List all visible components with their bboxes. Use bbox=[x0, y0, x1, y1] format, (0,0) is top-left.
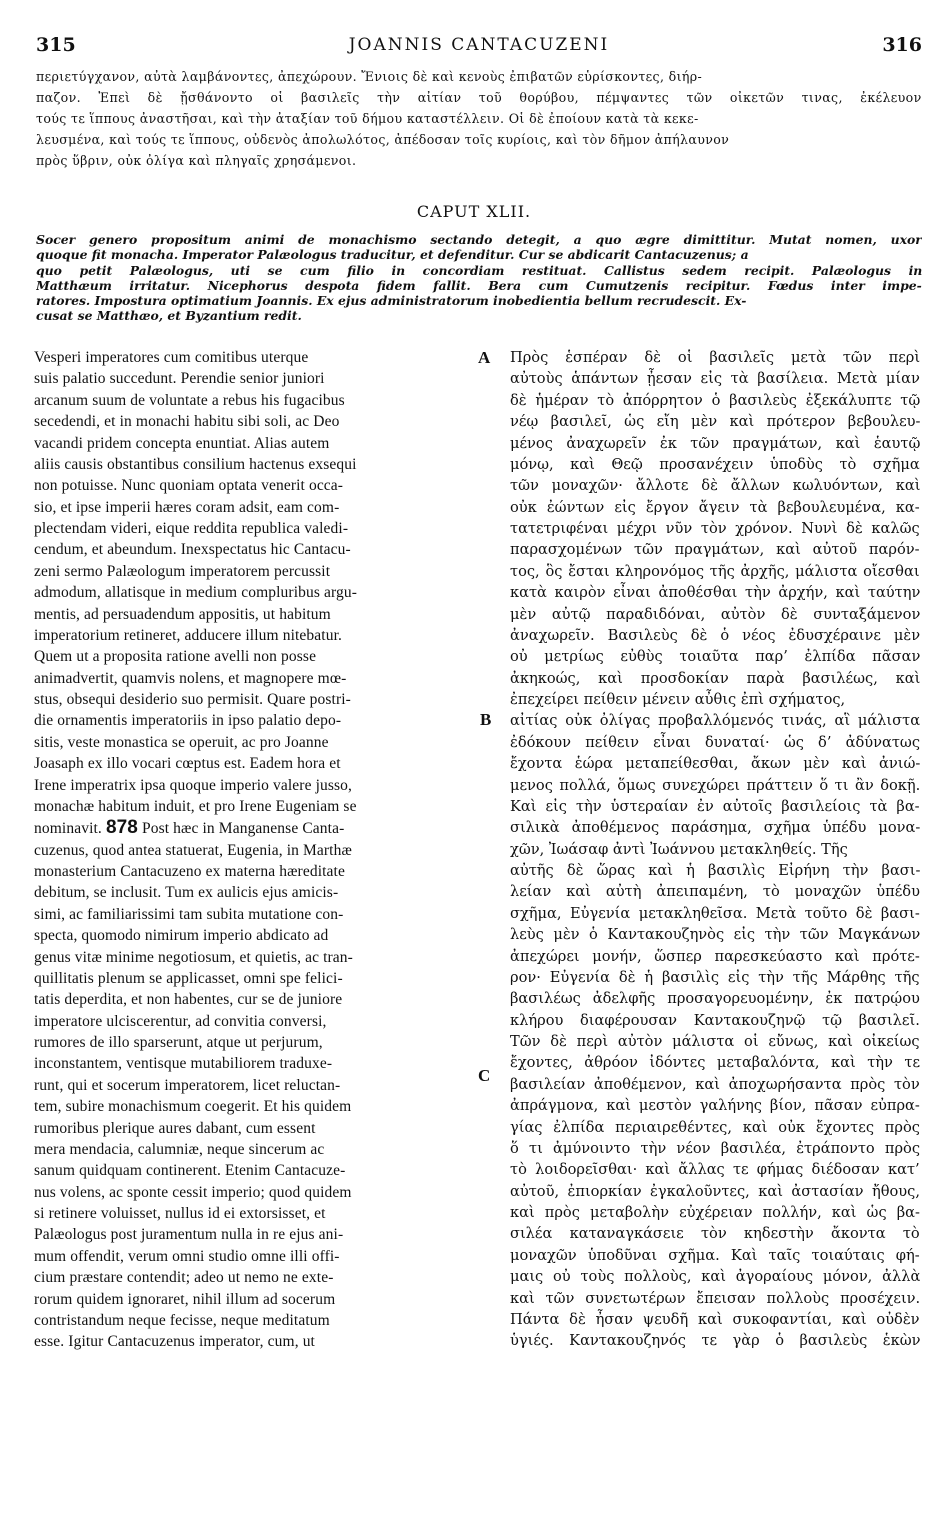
latin-line: imperatorium retineret, adducere illum nitebatur. bbox=[34, 626, 343, 644]
greek-line: τὸ λοιδορεῖσθαι· καὶ ἄλλας τε φήμας διέδοσαν κατ’ bbox=[510, 1161, 920, 1179]
greek-line: μοναχῶν ὑποδῦναι σχῆμα. Καὶ ταῖς τοιαύταις φή- bbox=[510, 1246, 920, 1264]
intro-line: περιετύγχανον, αὐτὰ λαμβάνοντες, ἀπεχώρουν. Ἔνιοις δὲ καὶ κενοὺς ἐπιβατῶν εὑρίσκοντες, διήρ- bbox=[36, 69, 703, 84]
greek-line: λεὺς μὲν ὁ Καντακουζηνὸς εἰς τὴν τῶν Μαγκάνων bbox=[510, 926, 920, 944]
greek-intro-paragraph bbox=[36, 66, 922, 171]
greek-line: Καὶ εἰς τὴν ὑστεραίαν ἐν αὐτοῖς βασιλείοις τὰ βα- bbox=[510, 797, 920, 815]
greek-line: ἐδόκουν πείθειν εἶναι δυναταί· ὡς δ’ ἀδύνατως bbox=[510, 733, 920, 751]
greek-line: ρον· Εὐγενία δὲ ἡ βασιλὶς εἰς τὴν τῆς Μάρθης τῆς bbox=[510, 968, 920, 986]
greek-line: ἔχοντες, ἀθρόον ἰδόντες μεταβαλόντα, καὶ τὴν τε bbox=[510, 1054, 920, 1072]
greek-line: οὐ μετρίως εὐθὺς τοιαῦτα παρ’ ἐλπίδα πᾶσαν bbox=[510, 648, 920, 666]
greek-line: μόνῳ, καὶ Θεῷ προσανέχειν ὑποδὺς τὸ σχῆμα bbox=[510, 455, 920, 473]
greek-line: ἀναχωρεῖν. Βασιλεὺς δὲ ὁ νέος ἐδυσχέραινε μὲν bbox=[510, 626, 920, 644]
greek-line: ἀπεχώρει μονήν, ὥσπερ παρεσκεύαστο καὶ πρότε- bbox=[510, 947, 920, 965]
greek-line: ἐπεχείρει πείθειν μένειν αὖθις ἐπὶ σχήματος, bbox=[510, 691, 846, 708]
summary-line: quo petit Palæologus, uti se cum filio in concordiam restituat. Callistus sedem recipit. Palæologus in bbox=[36, 262, 922, 278]
greek-column bbox=[510, 347, 920, 1352]
greek-line: βασιλείαν ἀποθέμενον, καὶ ἀποχωρήσαντα πρὸς τὸν bbox=[510, 1075, 920, 1093]
latin-line: mentis, ad persuadendum appositis, ut habitum bbox=[34, 605, 331, 623]
greek-line: γίας ἐλπίδα περιαιρεθέντες, καὶ οὐκ ἔχοντες πρὸς bbox=[510, 1118, 920, 1136]
summary-line: Matthæum irritatur. Nicephorus despota fidem fallit. Bera cum Cumutzenis recipitur. Fœdus inter impe- bbox=[36, 277, 922, 293]
summary-line: cusat se Matthæo, et Byzantium redit. bbox=[36, 308, 302, 324]
latin-line: rumoribus plerique aures dabant, cum essent bbox=[34, 1119, 316, 1137]
latin-line: Vesperi imperatores cum comitibus uterque bbox=[34, 349, 309, 366]
latin-line: rorum quidem ignoraret, nihil illum ad socerum bbox=[34, 1290, 336, 1308]
page-number-right: 316 bbox=[882, 34, 922, 56]
greek-line: δὲ ἡμέραν τὸ ἀπόρρητον ὁ βασιλεὺς ἐξεκάλυπτε τῷ bbox=[510, 391, 920, 409]
latin-line: mera mendacia, calumniæ, neque sincerum ac bbox=[34, 1140, 325, 1158]
greek-line: κατὰ καιρὸν εἶναι ἀποθέσθαι τὴν ἀρχήν, καὶ ταύτην bbox=[510, 584, 920, 602]
greek-line: Πρὸς ἑσπέραν δὲ οἱ βασιλεῖς μετὰ τῶν περὶ bbox=[510, 349, 920, 366]
latin-line: mum offendit, verum omni studio omne illi offi- bbox=[34, 1247, 340, 1265]
latin-line: admodum, allatisque in medium compluribus argu- bbox=[34, 584, 358, 602]
latin-line: secedendi, et in monachi habitu sibi soli, ac Deo bbox=[34, 413, 340, 431]
margin-marker-a: A bbox=[478, 348, 491, 367]
greek-line: αὐτῆς δὲ ὥρας καὶ ἡ βασιλὶς Εἰρήνη τὴν βασι- bbox=[510, 862, 920, 879]
intro-line: λευσμένα, καὶ τούς τε ἵππους, οὐδενὸς ἀπολωλότος, ἀπέδοσαν τοῖς κυρίοις, καὶ τὸν δῆμον ἀπήλαυνον bbox=[36, 132, 730, 147]
greek-line: καὶ πρὸς μεταβολὴν εὐχέρειαν πολλήν, καὶ ὡς βα- bbox=[510, 1204, 920, 1221]
greek-line: νέῳ βασιλεῖ, ὡς εἴη μὲν καὶ πρότερον βεβουλευ- bbox=[510, 413, 920, 431]
latin-line: Quem ut a proposita ratione avelli non posse bbox=[34, 648, 317, 666]
latin-line: zeni sermo Palæologum imperatorem percussit bbox=[34, 562, 331, 580]
latin-line: tatis deperdita, et non habentes, cur se de juniore bbox=[34, 991, 343, 1009]
greek-line: ὑγιές. Καντακουζηνός τε γὰρ ὁ βασιλεὺς ἑκὼν bbox=[510, 1332, 920, 1350]
greek-line: σιλέα καταναγκάσειε τὸν κηδεστὴν ἄκοντα τὸ bbox=[510, 1225, 920, 1243]
latin-line: cendum, et abeundum. Inexspectatus hic Cantacu- bbox=[34, 541, 351, 559]
latin-line: runt, qui et socerum imperatorem, licet reluctan- bbox=[34, 1076, 341, 1094]
greek-line: μενος πολλά, ὅμως συνεχώρει πράττειν ὅ τι ἂν δοκῇ. bbox=[510, 776, 920, 794]
latin-line: quillitatis plenum se applicasset, omni spe felici- bbox=[34, 969, 343, 987]
running-title: JOANNIS CANTACUZENI bbox=[348, 35, 610, 55]
page-number-left: 315 bbox=[36, 34, 76, 56]
greek-line: βασιλέως ἀδελφῆς προσαγορευομένην, ἐκ πατρῴου bbox=[510, 990, 920, 1008]
latin-line: rumores de illo sparserunt, atque ut perjurum, bbox=[34, 1034, 323, 1051]
latin-line: genus vitæ minime negotiosum, et quietis, ac tran- bbox=[34, 948, 353, 966]
latin-line: arcanum suum de voluntate a rebus his fugacibus bbox=[34, 391, 345, 409]
summary-line: Socer genero propositum animi de monachismo sectando detegit, a quo ægre dimittitur. Mutat nomen, uxor bbox=[36, 232, 922, 247]
latin-line: nominavit. 878 Post hæc in Manganense Canta- bbox=[34, 817, 345, 839]
greek-line: τος, ὃς ἔσται κληρονόμος τῆς ἀρχῆς, μάλιστα οἴεσθαι bbox=[510, 562, 920, 580]
latin-line: animadvertit, quamvis nolens, et magnopere mœ- bbox=[34, 669, 347, 687]
margin-marker-c: C bbox=[478, 1066, 491, 1085]
greek-line: σχῆμα, Εὐγενία μετακληθεῖσα. Μετὰ τοῦτο δὲ βασι- bbox=[510, 904, 920, 922]
latin-line: sitis, veste monastica se operuit, ac pro Joanne bbox=[34, 733, 329, 751]
chapter-summary bbox=[36, 232, 922, 324]
latin-line: cium præstare contendit; adeo ut nemo ne exte- bbox=[34, 1269, 334, 1287]
latin-line: plectendam videri, eique reddita republica valedi- bbox=[34, 520, 349, 537]
latin-line: monachæ habitum induit, et pro Irene Eugeniam se bbox=[34, 797, 357, 815]
greek-line: μὲν αὐτῷ παραδιδόναι, αὐτὸν δὲ συνταξάμενον bbox=[510, 605, 920, 623]
greek-line: χῶν, Ἰωάσαφ ἀντὶ Ἰωάννου μετακληθείς. Τῆς bbox=[510, 840, 848, 858]
latin-line: monasterium Cantacuzeno ex materna hæreditate bbox=[34, 863, 345, 880]
greek-line: ὅ τι ἀμύνοιντο τὴν νέον βασιλέα, ἐτράποντο πρὸς bbox=[510, 1139, 920, 1157]
greek-line: ἀκηκοώς, καὶ προσδοκίαν παρὰ βασιλέως, καὶ bbox=[510, 669, 920, 687]
greek-line: παρασχομένων τῶν πραγμάτων, καὶ αὐτοῦ παρόν- bbox=[510, 541, 920, 559]
latin-line: tem, subire monachismum coegerit. Et his quidem bbox=[34, 1098, 352, 1116]
greek-line: μαις οὐ τοὺς πολλοὺς, καὶ ἀγοραίους μόνον, ἀλλὰ bbox=[510, 1268, 920, 1286]
summary-line: ratores. Impostura optimatium Joannis. Ex ejus administratorum inobedientia bellum recrudescit. Ex- bbox=[36, 293, 747, 309]
greek-line: αὐτοὺς ἁπάντων ᾖεσαν εἰς τὰ βασίλεια. Μετὰ μίαν bbox=[510, 370, 920, 388]
latin-line: Joasaph ex illo vocari cœptus est. Eadem hora et bbox=[34, 755, 341, 773]
greek-line: μένος ἀναχωρεῖν ἐκ τῶν πραγμάτων, καὶ ἑαυτῷ bbox=[510, 434, 920, 452]
summary-line: quoque fit monacha. Imperator Palæologus traducitur, et defenditur. Cur se abdicarit Cantacuzenus; a bbox=[36, 247, 749, 263]
greek-line: κλήρου διαφέρουσαν Καντακουζηνῷ τῷ βασιλεῖ. bbox=[510, 1011, 920, 1029]
greek-line: καὶ τῶν συνετωτέρων ἔπεισαν πολλοὺς προσέχειν. bbox=[510, 1289, 920, 1307]
greek-line: Τῶν δὲ περὶ αὐτὸν μάλιστα οἱ εὔνως, καὶ οἰκείως bbox=[510, 1033, 920, 1050]
intro-line: τούς τε ἵππους ἀναστῆσαι, καὶ τὴν ἀταξίαν τοῦ δήμου καταστέλλειν. Οἱ δὲ ἐποίουν κατὰ τὰ κεκε- bbox=[36, 111, 699, 126]
latin-line: Palæologus post juramentum nulla in re ejus ani- bbox=[34, 1226, 344, 1244]
greek-line: τατετριφέναι μέχρι νῦν τὸν χρόνον. Νυνὶ δὲ καλῶς bbox=[510, 520, 920, 537]
latin-line: suis palatio succedunt. Perendie senior juniori bbox=[34, 370, 325, 388]
latin-line: simi, ac familiarissimi tam subita mutatione con- bbox=[34, 905, 344, 923]
inline-page-number: 878 bbox=[105, 817, 138, 839]
intro-line: πρὸς ὕβριν, οὐκ ὀλίγα καὶ πληγαῖς χρησάμενοι. bbox=[36, 153, 357, 168]
latin-line: esse. Igitur Cantacuzenus imperator, cum, ut bbox=[34, 1333, 315, 1351]
greek-line: τῶν μοναχῶν· ἄλλοτε δὲ ἄλλων κωλυόντων, καὶ bbox=[510, 477, 920, 495]
greek-line: Πάντα δὲ ἦσαν ψευδῆ καὶ συκοφαντίαι, καὶ οὐδὲν bbox=[510, 1310, 920, 1328]
margin-marker-b: B bbox=[480, 710, 492, 729]
latin-line: aliis causis obstantibus consilium hactenus exsequi bbox=[34, 455, 357, 473]
intro-line: παζον. Ἐπεὶ δὲ ᾔσθάνοντο οἱ βασιλεῖς τὴν αἰτίαν τοῦ θορύβου, πέμψαντες τῶν οἰκετῶν τινας, ἐκέλευον bbox=[36, 90, 922, 105]
greek-line: οὐκ ἐώντων εἰς ἔργον ἄγειν τὰ βεβουλευμένα, κα- bbox=[510, 498, 920, 516]
latin-column bbox=[34, 347, 472, 1353]
chapter-heading: CAPUT XLII. bbox=[416, 202, 532, 221]
latin-line: specta, quomodo nimirum imperio abdicato ad bbox=[34, 927, 329, 945]
latin-line: sanum quidquam continerent. Etenim Cantacuze- bbox=[34, 1162, 346, 1180]
latin-line: die ornamentis imperatoriis in ipso palatio depo- bbox=[34, 712, 342, 730]
greek-line: ἀπράγμονα, καὶ μεστὸν γαλήνης βίον, πᾶσαν εὐπρα- bbox=[510, 1097, 920, 1115]
running-header bbox=[36, 34, 922, 58]
latin-line: si retinere voluisset, nullus id ei extorsisset, et bbox=[34, 1205, 326, 1222]
greek-line: αὐτοῦ, ἐπιορκίαν ἐγκαλοῦντες, καὶ ἀστασίαν ἤθους, bbox=[510, 1182, 920, 1200]
greek-line: αἰτίας οὐκ ὀλίγας προβαλλόμενός τινάς, αἳ μάλιστα bbox=[510, 712, 920, 730]
greek-line: λείαν καὶ αὐτὴ ἀπειπαμένη, τὸ μοναχῶν ὑπέδυ bbox=[510, 883, 920, 901]
latin-line: cuzenus, quod antea statuerat, Eugenia, in Marthæ bbox=[34, 841, 352, 859]
latin-line: non potuisse. Nunc quoniam optata venerit occa- bbox=[34, 477, 344, 495]
latin-line: vacandi pridem concepta enuntiat. Alias autem bbox=[34, 434, 330, 452]
latin-line: sio, et ipse imperii hæres coram adsit, eam com- bbox=[34, 498, 340, 516]
latin-line: Irene imperatrix ipsa quoque imperio valere jusso, bbox=[34, 776, 353, 794]
greek-line: ἔχοντα ἑώρα μεταπείθεσθαι, ἄκων μὲν καὶ ἀνιώ- bbox=[510, 755, 920, 773]
latin-line: stus, obsequi desiderio suo permisit. Quare postri- bbox=[34, 691, 351, 708]
latin-line: nus volens, ac sponte cessit imperio; quod quidem bbox=[34, 1183, 352, 1201]
latin-line: contristandum neque fecisse, neque meditatum bbox=[34, 1311, 330, 1329]
latin-line: imperatore ulciscerentur, ad convitia conversi, bbox=[34, 1012, 327, 1030]
greek-line: σιλικὰ ἀποθέμενος παράσημα, σχῆμα ὑπέδυ μονα- bbox=[510, 819, 920, 837]
latin-line: debitum, se inclusit. Tum ex aulicis ejus amicis- bbox=[34, 884, 339, 902]
latin-line: inconstantem, ventisque mutabiliorem traduxe- bbox=[34, 1055, 333, 1073]
